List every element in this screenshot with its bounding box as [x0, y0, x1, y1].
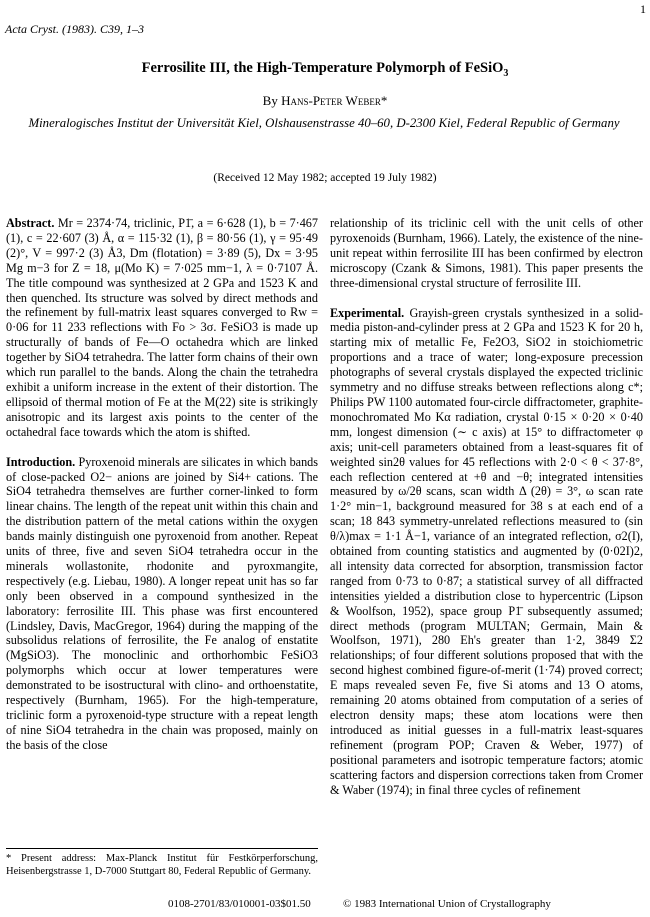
title-subscript: 3	[503, 67, 509, 79]
author-by: By	[262, 93, 278, 108]
abstract-paragraph	[6, 216, 318, 440]
right-column	[330, 216, 643, 797]
received-dates: (Received 12 May 1982; accepted 19 July 1982)	[213, 172, 437, 184]
page-number: 1	[640, 2, 646, 16]
left-column	[6, 216, 318, 753]
footnote: * Present address: Max-Planck Institut für Festkörperforschung, Heisenbergstrasse 1, D-7000 Stuttgart 80, Federal Republic of Germany.	[6, 853, 318, 877]
abstract-heading: Abstract.	[6, 216, 55, 230]
article-code: 0108-2701/83/010001-03$01.50	[168, 898, 311, 910]
journal-reference: Acta Cryst. (1983). C39, 1–3	[5, 22, 144, 36]
experimental-paragraph	[330, 306, 643, 798]
experimental-text: Grayish-green crystals synthesized in a solid-media piston-and-cylinder press at 2 GPa and 1523 K for 20 h, starting mix of metallic Fe, Fe2O3, SiO2 in stoichiometric proportions and a trace of water; long-exposure precession photographs of several crystals displayed the expected triclinic symmetry and no diffuse streaks between reflections along c*; Philips PW 1100 automated four-circle diffractometer, graphite-monochromated Mo Kα radiation, crystal 0·15 × 0·20 × 0·40 mm, longest dimension (∼ c axis) at 15° to diffractometer φ axis; unit-cell parameters obtained from a least-squares fit of weighted sin2θ values for 45 reflections with 2·0 < θ < 37·8°, each reflection centered at +θ and −θ; integrated intensities measured by ω/2θ scans, scan width Δ (2θ) = 3°, ω scan rate 1·2° min−1, background measured for 38 s at each end of a scan; 18 843 symmetry-unrelated reflections measured to (sin θ/λ)max = 1·1 Å−1, variance of an integrated reflection, σ2(I), obtained from counting statistics and augmented by (0·02I)2, all intensity data corrected for absorption, transmission factor ranged from 0·73 to 0·87; a statistical survey of all diffracted intensities yielded a distribution close to hypercentric (Lipson & Woolfson, 1952), space group P1̄ subsequently assumed; direct methods (program MULTAN; Germain, Main & Woolfson, 1971), 280 Eh's greater than 1·2, 3849 Σ2 relationships; of four different solutions proposed that with the second highest combined figure-of-merit (1·74) proved correct; E maps revealed seven Fe, five Si atoms and 13 O atoms, remaining 20 atoms obtained from computation of a series of electron density maps; these atom locations were then introduced as initial guesses in a full-matrix least-squares refinement (program POP; Craven & Weber, 1977) of positional parameters and isotropic temperature factors; atomic scattering factors and dispersion corrections taken from Cromer & Waber (1974); in final three cycles of refinement	[330, 305, 644, 797]
affiliation: Mineralogisches Institut der Universität Kiel, Olshausenstrasse 40–60, D-2300 Kiel, Federal Republic of Germany	[28, 116, 620, 130]
author-name: Hans-Peter Weber*	[281, 93, 388, 108]
copyright: © 1983 International Union of Crystallography	[343, 898, 551, 910]
title-text: Ferrosilite III, the High-Temperature Polymorph of FeSiO	[141, 60, 504, 76]
article-title	[0, 60, 650, 79]
abstract-text: Mr = 2374·74, triclinic, P1̄, a = 6·628 (1), b = 7·467 (1), c = 22·607 (3) Å, α = 115·32 (1), β = 80·56 (1), γ = 95·49 (2)°, V = 997·2 (3) Å3, Dm (flotation) = 3·89 (5), Dx = 3·95 Mg m−3 for Z = 18, μ(Mo K) = 7·025 mm−1, λ = 0·7107 Å. The title compound was synthesized at 2 GPa and 1523 K and then quenched. Its structure was solved by direct methods and the refinement by full-matrix least squares converged to Rw = 0·06 for 11 233 reflections with Fo > 3σ. FeSiO3 is made up structurally of bands of Fe—O octahedra which are linked together by SiO4 tetrahedra. The latter form chains of their own which run parallel to the bands. Along the chain the tetrahedra exhibit a uniform increase in the extent of their distortion. The ellipsoid of thermal motion of Fe at the M(22) site is strikingly anisotropic and its largest axis points to the center of the octahedral face towards which the atom is shifted.	[6, 216, 318, 439]
experimental-heading: Experimental.	[330, 305, 405, 320]
introduction-text: Pyroxenoid minerals are silicates in which bands of close-packed O2− anions are joined by Si4+ cations. The SiO4 tetrahedra themselves are further corner-linked to form linear chains. The length of the repeat unit within this chain and the distribution pattern of the metal cations within the oxygen bands mainly distinguish one pyroxenoid from another. Repeat units of three, five and seven SiO4 tetrahedra occur in the minerals wollastonite, rhodonite and pyroxmangite, respectively (e.g. Liebau, 1980). A longer repeat unit has so far only been observed in a compound synthesized in the laboratory: ferrosilite III. This phase was first encountered (Lindsley, Davis, MacGregor, 1964) during the mapping of the subsolidus relations of ferrosilite, the Fe analog of enstatite (MgSiO3). The monoclinic and orthorhombic FeSiO3 polymorphs which occur at lower temperatures were demonstrated to be isostructural with clino- and orthoenstatite, respectively (Burnham, 1965). For the high-temperature, triclinic form a pyroxenoid-type structure with a repeat length of nine SiO4 tetrahedra in the chain was proposed, mainly on the basis of the close	[6, 454, 319, 752]
introduction-paragraph	[6, 455, 318, 753]
footnote-divider	[6, 848, 318, 849]
introduction-continued: relationship of its triclinic cell with the unit cells of other pyroxenoids (Burnham, 1966). Lately, the existence of the nine-unit repeat within ferrosilite III has been confirmed by electron microscopy (Czank & Simons, 1981). This paper presents the three-dimensional crystal structure of ferrosilite III.	[330, 216, 643, 290]
introduction-heading: Introduction.	[6, 454, 76, 469]
author-line	[0, 93, 650, 109]
